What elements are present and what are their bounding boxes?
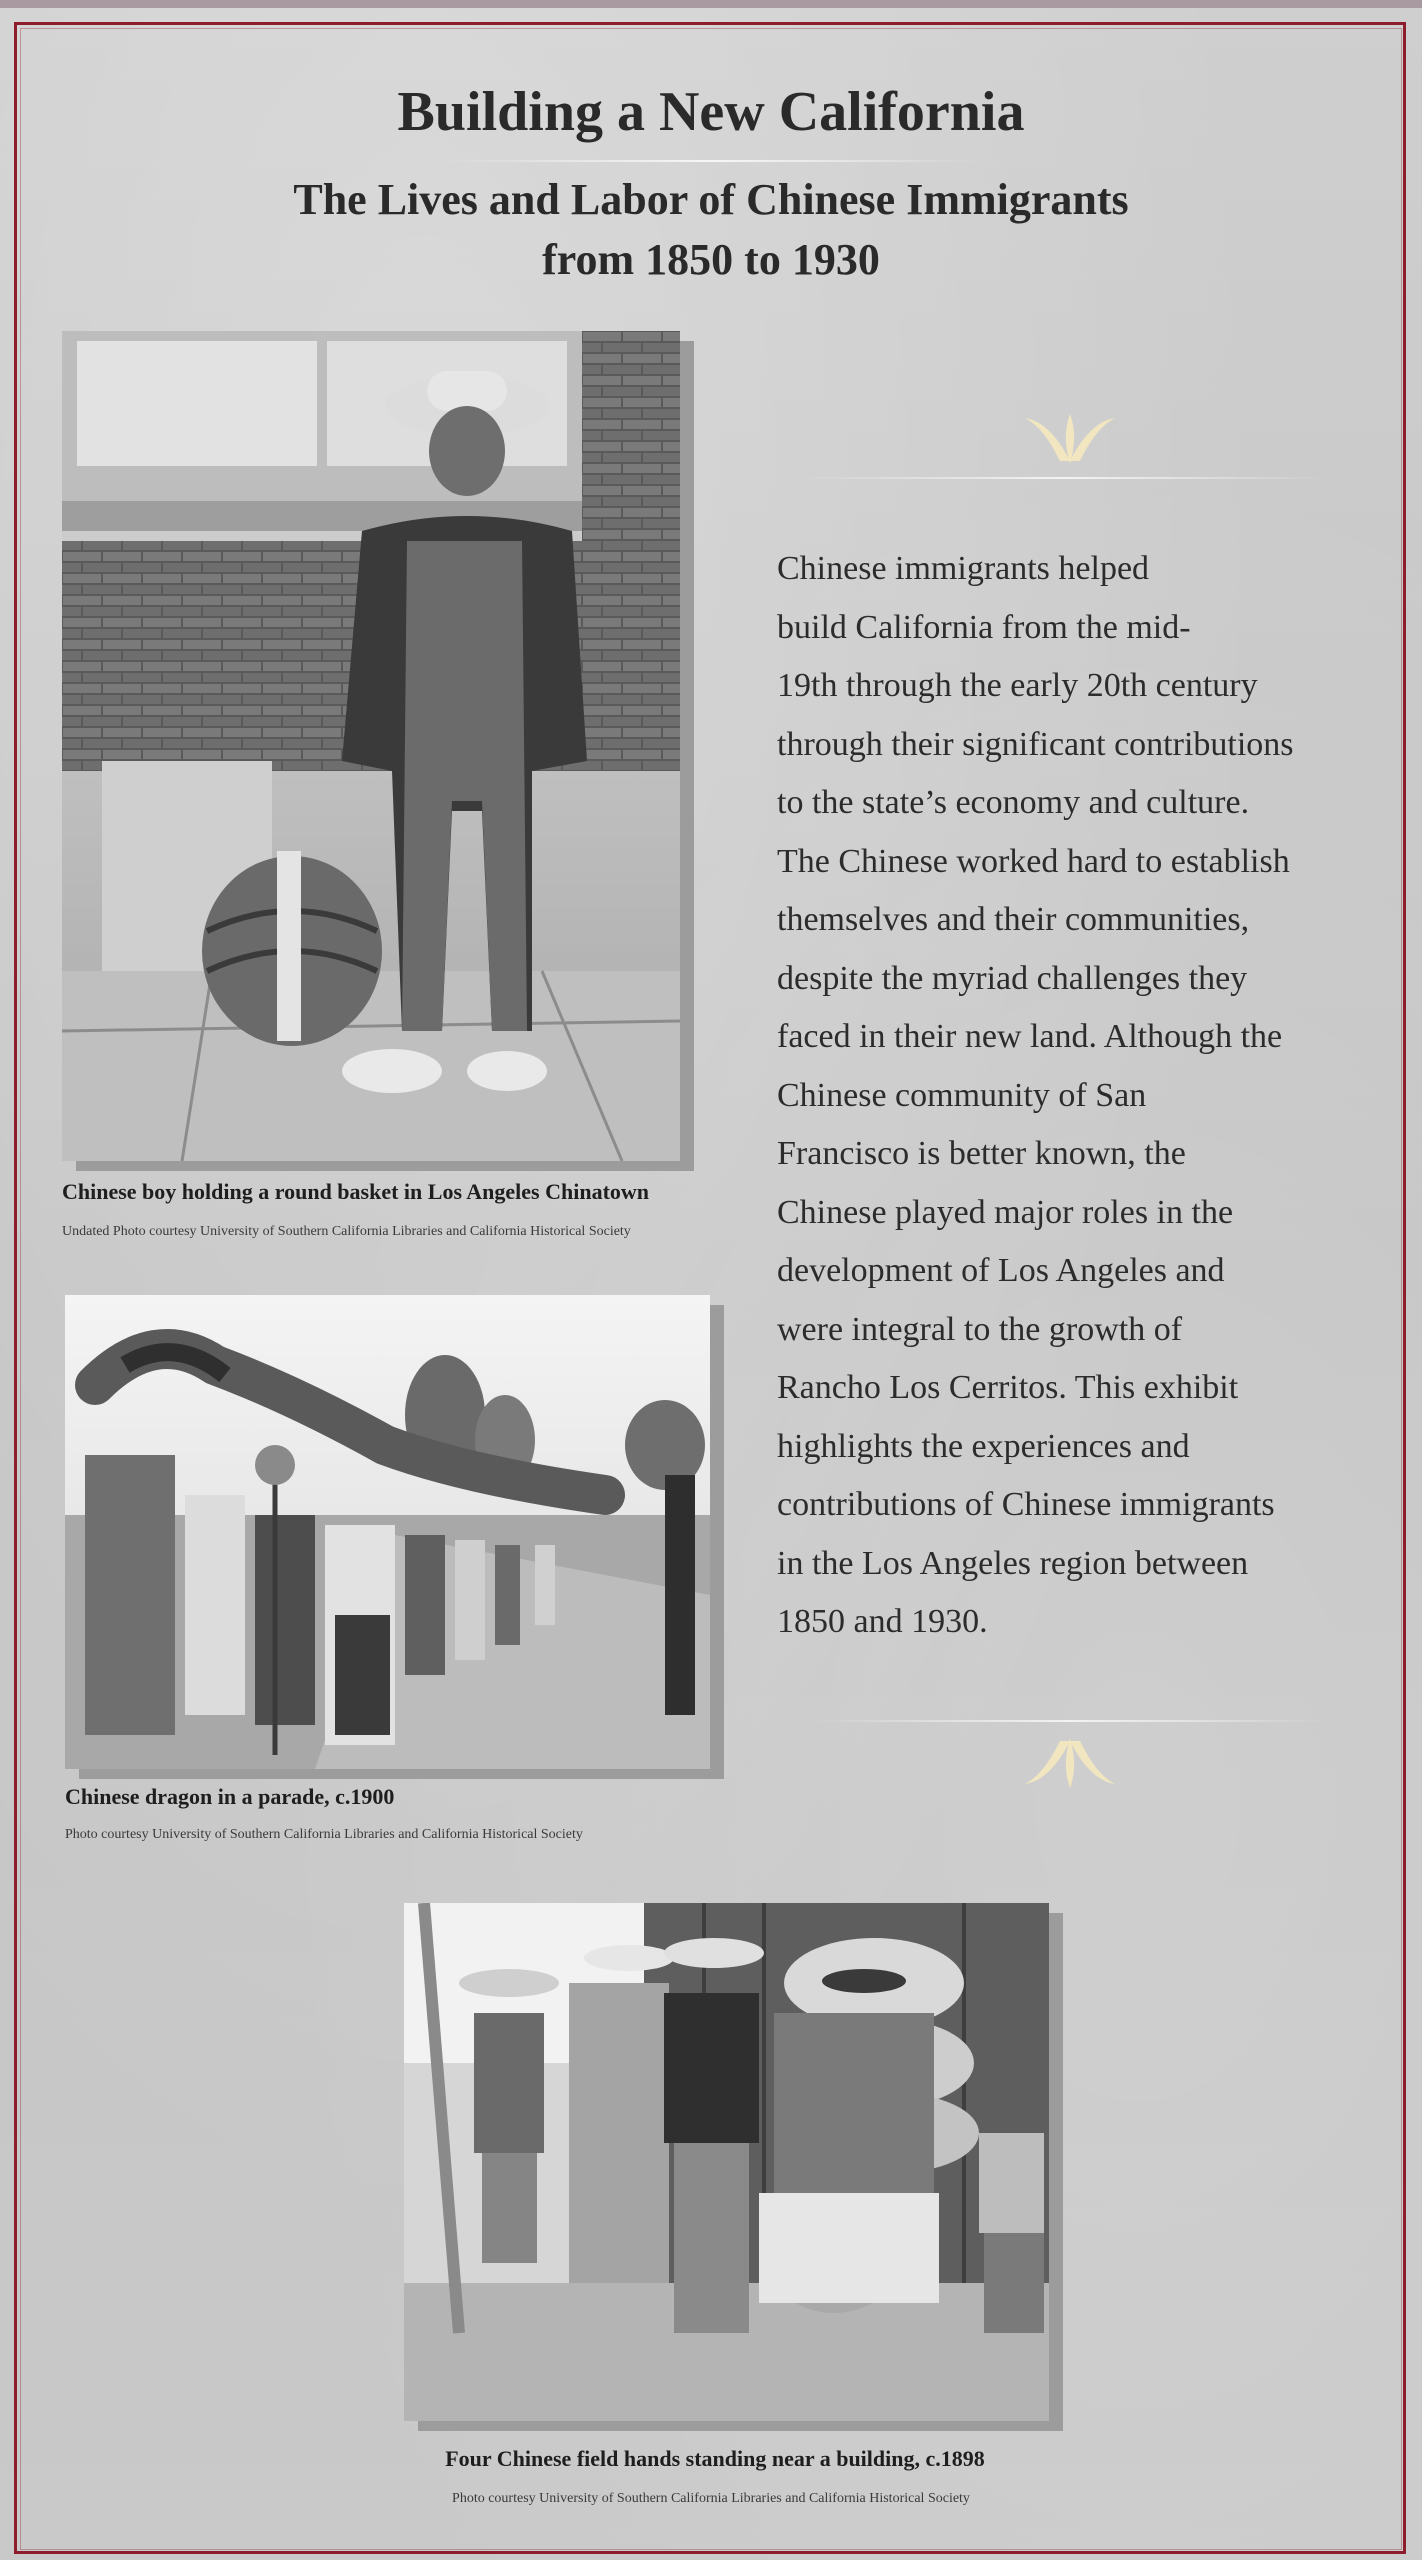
bottom-ornament-icon <box>1020 1736 1120 1796</box>
photo-1-caption: Chinese boy holding a round basket in Los Angeles Chinatown <box>62 1179 650 1204</box>
photo-four-field-hands <box>404 1903 1049 2421</box>
photo-2-caption: Chinese dragon in a parade, c.1900 <box>65 1784 395 1809</box>
top-divider <box>800 477 1330 479</box>
photo-1-credit: Undated Photo courtesy University of Southern California Libraries and California Historical Society <box>62 1224 631 1239</box>
page-title: Building a New California <box>397 81 1025 143</box>
page-subtitle <box>0 170 1422 290</box>
photo-parade-illustration <box>65 1295 710 1769</box>
subtitle-line-2: from 1850 to 1930 <box>542 235 880 284</box>
photo-3-caption: Four Chinese field hands standing near a building, c.1898 <box>445 2446 985 2471</box>
photo-2-credit: Photo courtesy University of Southern California Libraries and California Historical Society <box>65 1827 583 1842</box>
photo-boy-illustration <box>62 331 680 1161</box>
title-divider <box>438 160 984 162</box>
top-ornament-icon <box>1020 406 1120 466</box>
photo-boy-with-basket <box>62 331 680 1161</box>
photo-dragon-parade <box>65 1295 710 1769</box>
exhibit-body-text: Chinese immigrants helped build California from the mid- 19th through the early 20th century through their significant contributions to the state’s economy and culture. The Chinese worked hard to establish themselves and their communities, despite the myriad challenges they faced in their new land. Although the Chinese community of San Francisco is better known, the Chinese played major roles in the development of Los Angeles and were integral to the growth of Rancho Los Cerritos. This exhibit highlights the experiences and contributions of Chinese immigrants in the Los Angeles region between 1850 and 1930. <box>777 550 1294 1640</box>
photo-3-credit: Photo courtesy University of Southern California Libraries and California Historical Society <box>452 2491 970 2506</box>
bottom-divider <box>810 1720 1330 1722</box>
photo-field-hands-illustration <box>404 1903 1049 2421</box>
subtitle-line-1: The Lives and Labor of Chinese Immigrants <box>293 175 1129 224</box>
